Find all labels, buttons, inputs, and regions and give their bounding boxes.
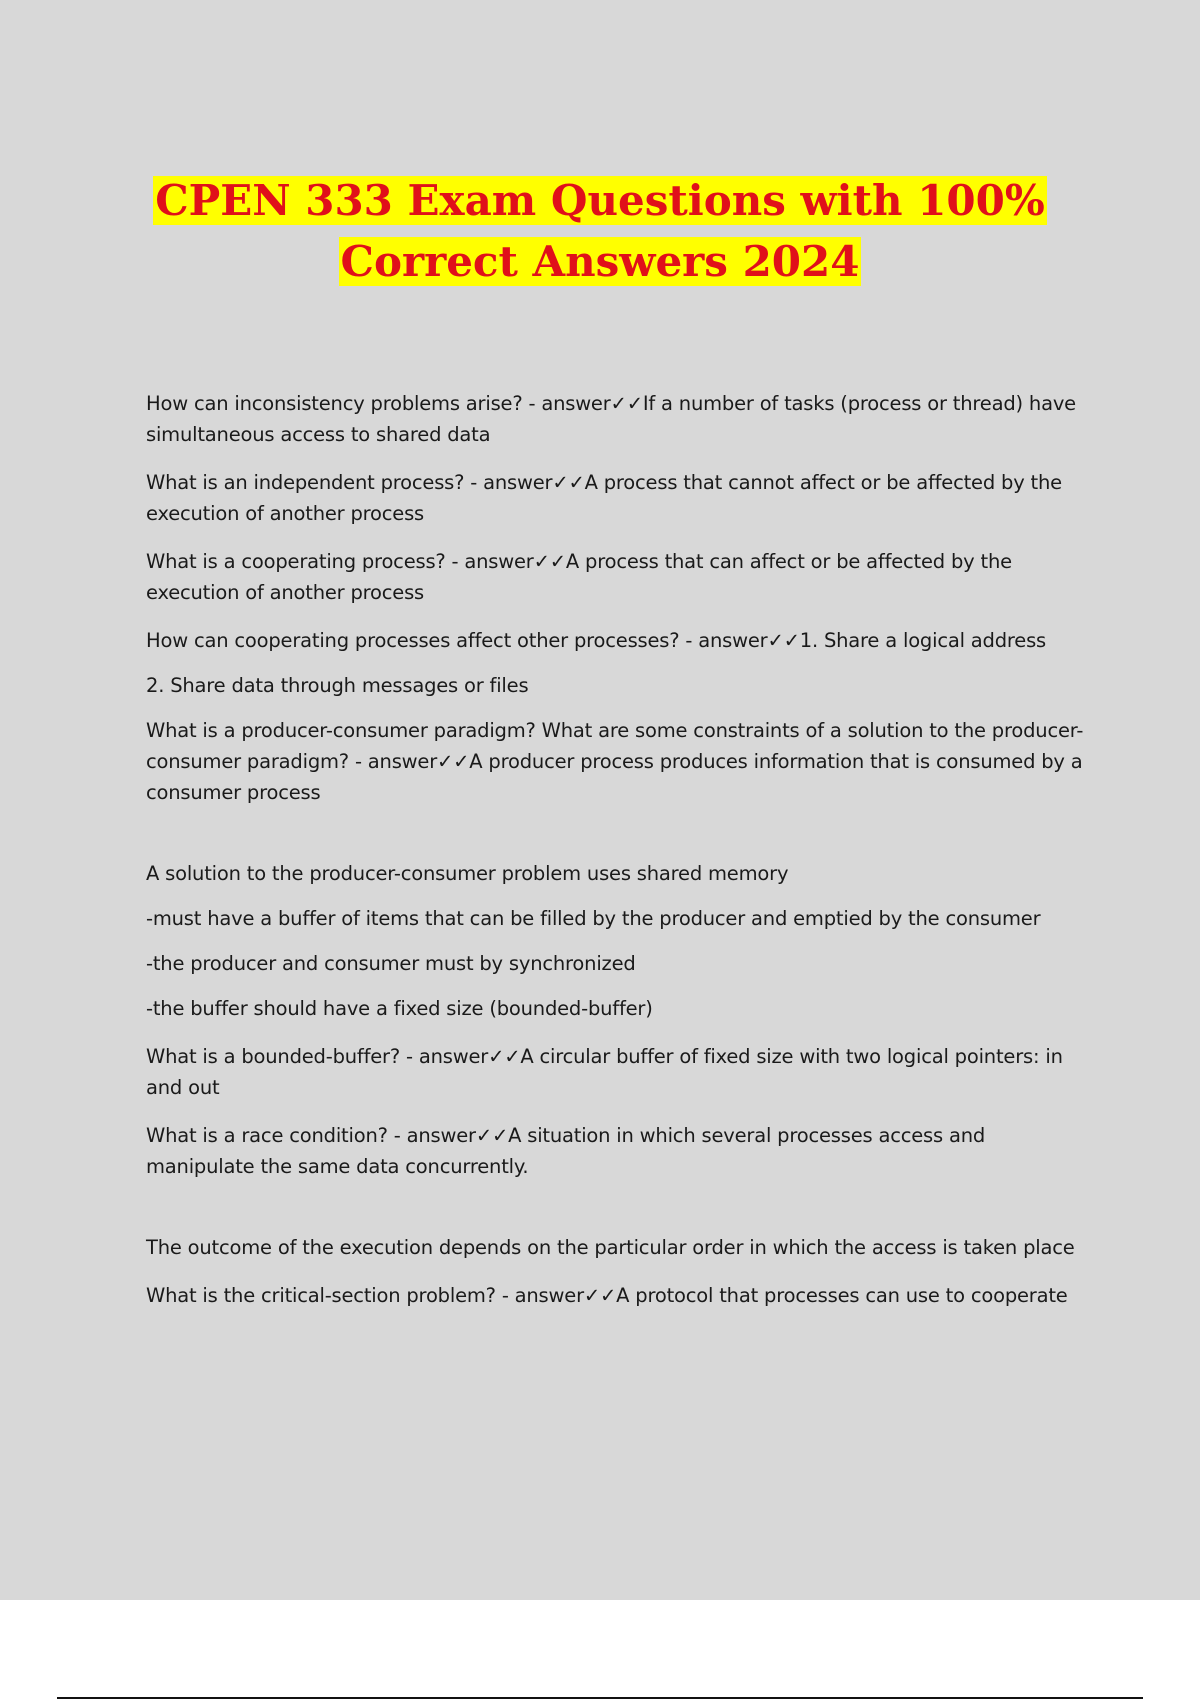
qa-paragraph: What is a race condition? - answer✓✓A situation in which several processes access and manipulate the same data concurrently. <box>146 1124 986 1178</box>
qa-paragraph: How can cooperating processes affect other processes? - answer✓✓1. Share a logical address <box>146 629 1047 652</box>
qa-paragraph: What is a bounded-buffer? - answer✓✓A circular buffer of fixed size with two logical pointers: in and out <box>146 1045 1063 1099</box>
document-body <box>146 388 1086 1328</box>
answer-continuation: The outcome of the execution depends on the particular order in which the access is taken place <box>146 1236 1075 1259</box>
answer-continuation: -the buffer should have a fixed size (bounded-buffer) <box>146 997 653 1020</box>
qa-paragraph: What is a producer-consumer paradigm? What are some constraints of a solution to the producer-consumer paradigm? - answer✓✓A producer process produces information that is consumed by a consumer process <box>146 719 1084 804</box>
answer-continuation: -must have a buffer of items that can be filled by the producer and emptied by the consumer <box>146 907 1041 930</box>
title-line-1: CPEN 333 Exam Questions with 100% <box>155 176 1045 225</box>
answer-continuation: A solution to the producer-consumer problem uses shared memory <box>146 862 789 885</box>
qa-paragraph: What is a cooperating process? - answer✓✓A process that can affect or be affected by the execution of another process <box>146 550 1012 604</box>
title-line-2: Correct Answers 2024 <box>340 237 860 286</box>
qa-paragraph: What is an independent process? - answer✓✓A process that cannot affect or be affected by the execution of another process <box>146 471 1062 525</box>
qa-paragraph: How can inconsistency problems arise? - answer✓✓If a number of tasks (process or thread) have simultaneous access to shared data <box>146 392 1076 446</box>
answer-continuation: 2. Share data through messages or files <box>146 674 529 697</box>
qa-paragraph: What is the critical-section problem? - answer✓✓A protocol that processes can use to cooperate <box>146 1284 1068 1307</box>
document-title <box>0 170 1200 292</box>
answer-continuation: -the producer and consumer must by synchronized <box>146 952 636 975</box>
footer-divider <box>57 1697 1143 1699</box>
